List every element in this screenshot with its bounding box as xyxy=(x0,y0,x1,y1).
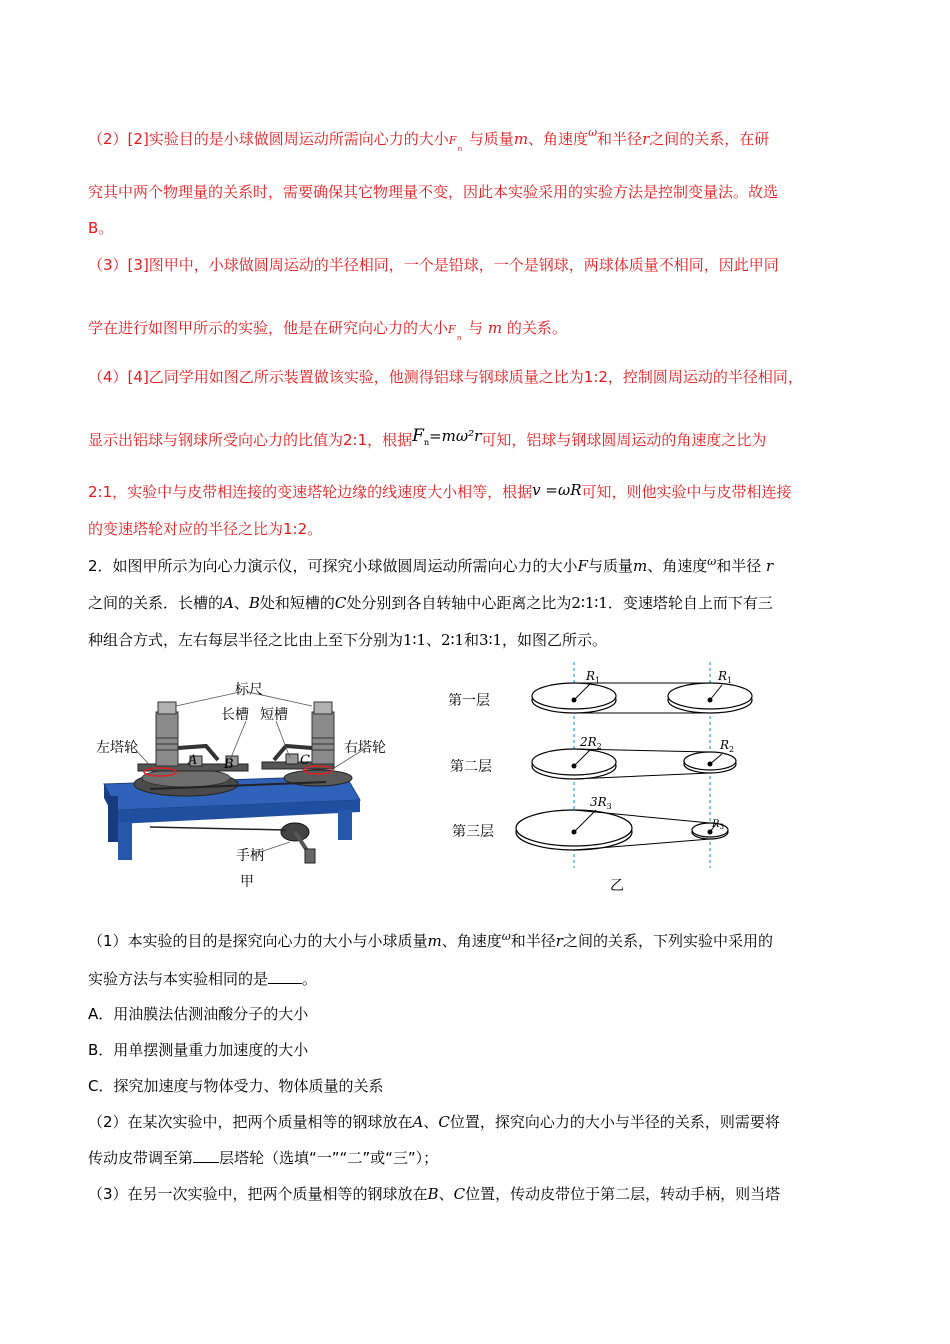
a-var: A xyxy=(412,1113,424,1131)
formula-rhs: =mω²r xyxy=(429,427,482,445)
layer2-pulleys xyxy=(532,749,736,779)
f-letter: F xyxy=(448,134,457,147)
text: 可知，则他实验中与皮带相连接 xyxy=(581,483,792,501)
text: （2）[2]实验目的是小球做圆周运动所需向心力的大小 xyxy=(88,130,449,148)
lower-belt xyxy=(150,827,286,830)
label-zuotalun: 左塔轮 xyxy=(96,740,138,756)
answer-p3-line2 xyxy=(88,317,567,342)
n-subscript: n xyxy=(457,334,462,342)
s1-line2 xyxy=(88,968,317,990)
formula-v-wr: v =ωR xyxy=(532,481,582,499)
layer1-pulleys xyxy=(532,683,752,713)
left-pulley xyxy=(142,769,230,787)
answer-p2-line1 xyxy=(88,128,769,152)
a-var: A xyxy=(223,594,234,612)
omega-var: ω xyxy=(707,555,717,568)
label-youtalun: 右塔轮 xyxy=(344,740,386,756)
b-var: B xyxy=(248,594,260,612)
text: 、角速度 xyxy=(441,932,502,950)
text: 之间的关系，在研 xyxy=(649,130,770,148)
slot-c xyxy=(286,754,298,764)
label-a: A xyxy=(188,753,198,768)
text: 之间的关系．长槽的 xyxy=(88,594,224,612)
f-var: F xyxy=(577,557,588,575)
table-leg xyxy=(338,810,352,840)
answer-p4-line3 xyxy=(88,481,792,503)
text: 、角速度 xyxy=(647,557,708,575)
label-changcao: 长槽 xyxy=(221,707,249,723)
label-r1-left: $R_1$ xyxy=(586,669,601,685)
text: 层塔轮（选填“一”“二”或“三”）； xyxy=(219,1149,439,1167)
text: 位置，探究向心力的大小与半径的关系，则需要将 xyxy=(449,1113,780,1131)
text: 、 xyxy=(233,594,249,612)
text: 2:1，实验中与皮带相连接的变速塔轮边缘的线速度大小相等，根据 xyxy=(88,483,533,501)
b-var: B xyxy=(427,1185,439,1203)
answer-blank[interactable] xyxy=(193,1148,219,1163)
option-b: B．用单摆测量重力加速度的大小 xyxy=(88,1041,309,1059)
answer-p4-line4: 的变速塔轮对应的半径之比为1:2。 xyxy=(88,520,323,538)
m-var: m xyxy=(632,557,648,575)
label-duancao: 短槽 xyxy=(260,707,288,723)
caption-jia: 甲 xyxy=(240,874,254,890)
text: （3）在另一次实验中，把两个质量相等的钢球放在 xyxy=(88,1185,428,1203)
q2-line3 xyxy=(88,629,607,651)
answer-p2-line3: B。 xyxy=(88,219,114,237)
text: 处分别到各自转轴中心距离之比为 xyxy=(346,594,572,612)
label-biaochi: 标尺 xyxy=(235,682,263,698)
label-2r2: $2R_2$ xyxy=(580,735,602,751)
text: 可知，铝球与钢球圆周运动的角速度之比为 xyxy=(481,431,767,449)
text: 和半径 xyxy=(597,130,643,148)
omega-var: ω xyxy=(501,930,511,943)
label-r2-right: $R_2$ xyxy=(720,738,735,754)
m-var: m xyxy=(487,319,503,337)
figure-yi-pulleys xyxy=(440,660,760,895)
omega-var: ω xyxy=(588,126,598,139)
label-r3-right: $R_3$ xyxy=(712,819,724,831)
f-letter: F xyxy=(412,426,424,446)
text: 与 xyxy=(468,319,484,337)
m-var: m xyxy=(427,932,442,950)
answer-p3-line1: （3）[3]图甲中，小球做圆周运动的半径相同，一个是铅球，一个是钢球，两球体质量不相同，因此甲同 xyxy=(88,256,779,274)
text: 实验方法与本实验相同的是 xyxy=(88,970,269,988)
layer3-pulleys xyxy=(516,810,728,850)
r-var: r xyxy=(555,932,563,950)
ratio-value: 2∶1∶1 xyxy=(571,594,608,612)
text: 、 xyxy=(426,631,442,649)
text: 和半径 xyxy=(510,932,556,950)
text: 、 xyxy=(438,1185,454,1203)
figure-jia-apparatus xyxy=(90,672,410,897)
s2-line1 xyxy=(88,1111,780,1133)
left-scale xyxy=(158,702,176,714)
s3-line1 xyxy=(88,1183,780,1205)
caption-yi: 乙 xyxy=(610,878,624,894)
n-subscript: n xyxy=(423,438,430,447)
text: （2）在某次实验中，把两个质量相等的钢球放在 xyxy=(88,1113,413,1131)
text: 学在进行如图甲所示的实验，他是在研究向心力的大小 xyxy=(88,319,449,337)
text: 处和短槽的 xyxy=(259,594,335,612)
c-var: C xyxy=(334,594,347,612)
label-layer3: 第三层 xyxy=(452,824,494,840)
text: ．变速塔轮自上而下有三 xyxy=(607,594,773,612)
crank-knob xyxy=(305,849,315,863)
option-c: C．探究加速度与物体受力、物体质量的关系 xyxy=(88,1077,384,1095)
text: 种组合方式，左右每层半径之比由上至下分别为 xyxy=(88,631,404,649)
c-var: C xyxy=(453,1185,466,1203)
ratio-value: 3∶1 xyxy=(479,631,503,649)
text: ，如图乙所示。 xyxy=(502,631,608,649)
text: 、角速度 xyxy=(528,130,589,148)
m-var: m xyxy=(513,130,529,148)
right-scale xyxy=(314,702,332,714)
text: 的关系。 xyxy=(506,319,567,337)
table-leg xyxy=(108,796,118,842)
q2-line1 xyxy=(88,555,773,579)
label-r1-right: $R_1$ xyxy=(718,669,733,685)
text: 和半径 xyxy=(716,557,762,575)
text: 2．如图甲所示为向心力演示仪，可探究小球做圆周运动所需向心力的大小 xyxy=(88,557,578,575)
r-var: r xyxy=(642,130,650,148)
answer-p2-line2: 究其中两个物理量的关系时，需要确保其它物理量不变，因此本实验采用的实验方法是控制变量法。故选 xyxy=(88,183,779,201)
answer-blank[interactable] xyxy=(268,969,302,984)
label-b: B xyxy=(224,757,234,772)
q2-line2 xyxy=(88,592,773,614)
label-c: C xyxy=(300,753,310,768)
text: 之间的关系，下列实验中采用的 xyxy=(562,932,773,950)
table-leg xyxy=(118,822,132,860)
ratio-value: 2∶1 xyxy=(441,631,465,649)
c-var: C xyxy=(438,1113,450,1131)
text: 、 xyxy=(423,1113,439,1131)
label-3r3: $3R_3$ xyxy=(590,795,612,811)
label-shoubing: 手柄 xyxy=(236,848,264,864)
s1-line1 xyxy=(88,930,773,954)
text: 与质量 xyxy=(587,557,633,575)
r-var: r xyxy=(766,557,774,575)
text: 传动皮带调至第 xyxy=(88,1149,194,1167)
text: 与质量 xyxy=(468,130,514,148)
text: 显示出铝球与钢球所受向心力的比值为2:1，根据 xyxy=(88,431,413,449)
text: 。 xyxy=(302,970,318,988)
text: 位置，传动皮带位于第二层，转动手柄，则当塔 xyxy=(465,1185,781,1203)
text: 和 xyxy=(464,631,480,649)
left-column xyxy=(156,712,178,766)
option-a: A．用油膜法估测油酸分子的大小 xyxy=(88,1005,309,1023)
label-layer2: 第二层 xyxy=(450,759,492,775)
text: （1）本实验的目的是探究向心力的大小与小球质量 xyxy=(88,932,428,950)
f-letter: F xyxy=(448,323,456,336)
label-layer1: 第一层 xyxy=(448,693,490,709)
formula-fn-mw2r xyxy=(412,426,482,449)
ratio-value: 1∶1 xyxy=(403,631,427,649)
answer-p4-line1: （4）[4]乙同学用如图乙所示装置做该实验，他测得铝球与钢球质量之比为1:2，控制圆周运动的半径相同， xyxy=(88,368,803,386)
answer-p4-line2 xyxy=(88,426,767,454)
n-subscript: n xyxy=(457,145,463,153)
s2-line2 xyxy=(88,1147,438,1169)
